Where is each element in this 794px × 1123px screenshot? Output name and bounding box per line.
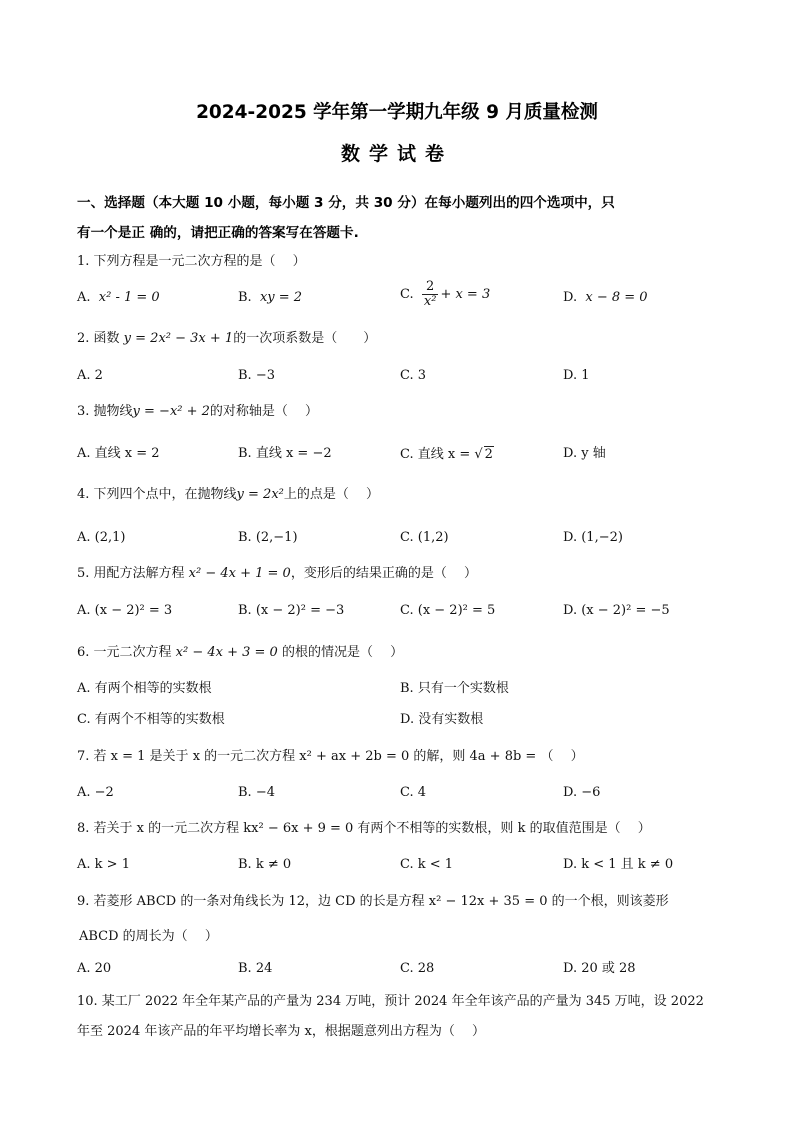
q4-option-d: D. (1,−2) [563,530,623,545]
q5-option-a: A. (x − 2)² = 3 [77,603,173,618]
question-7-stem: 7. 若 x = 1 是关于 x 的一元二次方程 x² + ax + 2b = 0 的解，则 4a + 8b = （ ） [77,749,584,764]
exam-subtitle: 数学试卷 [340,143,453,165]
q7-option-c: C. 4 [400,785,427,800]
q7-option-a: A. −2 [77,785,114,800]
q9-option-a: A. 20 [77,961,112,976]
q2-option-d: D. 1 [563,368,590,383]
q7-option-d: D. −6 [563,785,601,800]
q7-option-b: B. −4 [238,785,275,800]
q6-option-a: A. 有两个相等的实数根 [77,681,212,696]
q3-option-a: A. 直线 x = 2 [77,446,160,461]
q4-option-c: C. (1,2) [400,530,449,545]
q9-option-b: B. 24 [238,961,273,976]
question-4-stem: 4. 下列四个点中，在抛物线y = 2x²上的点是（ ） [77,487,380,502]
question-10-stem-line1: 10. 某工厂 2022 年全年某产品的产量为 234 万吨，预计 2024 年全年该产品的产量为 345 万吨，设 2022 [77,994,704,1009]
section-heading-line2: 有一个是正 确的，请把正确的答案写在答题卡. [77,225,359,241]
q6-option-c: C. 有两个不相等的实数根 [77,712,225,727]
q6-option-d: D. 没有实数根 [400,712,484,727]
q3-option-d: D. y 轴 [563,446,606,461]
question-9-stem-line1: 9. 若菱形 ABCD 的一条对角线长为 12，边 CD 的长是方程 x² − 12x + 35 = 0 的一个根，则该菱形 [77,894,669,909]
question-5-stem: 5. 用配方法解方程 x² − 4x + 1 = 0，变形后的结果正确的是（ ） [77,566,477,581]
q2-option-b: B. −3 [238,368,275,383]
question-8-stem: 8. 若关于 x 的一元二次方程 kx² − 6x + 9 = 0 有两个不相等的实数根，则 k 的取值范围是（ ） [77,821,651,836]
q3-option-b: B. 直线 x = −2 [238,446,332,461]
q1-option-a: A. x² - 1 = 0 [77,290,160,305]
q2-option-c: C. 3 [400,368,427,383]
question-6-stem: 6. 一元二次方程 x² − 4x + 3 = 0 的根的情况是（ ） [77,645,404,660]
q6-option-b: B. 只有一个实数根 [400,681,509,696]
question-1-stem: 1. 下列方程是一元二次方程的是（ ） [77,254,306,269]
question-10-stem-line2: 年至 2024 年该产品的年平均增长率为 x，根据题意列出方程为（ ） [77,1024,485,1039]
question-2-stem: 2. 函数 y = 2x² − 3x + 1的一次项系数是（ ） [77,331,377,346]
q2-option-a: A. 2 [77,368,103,383]
q5-option-c: C. (x − 2)² = 5 [400,603,496,618]
q4-option-a: A. (2,1) [77,530,126,545]
exam-title: 2024-2025 学年第一学期九年级 9 月质量检测 [196,102,598,123]
q1-option-b: B. xy = 2 [238,290,303,305]
question-9-stem-line2: ABCD 的周长为（ ） [79,929,218,944]
q5-option-b: B. (x − 2)² = −3 [238,603,345,618]
q9-option-d: D. 20 或 28 [563,961,636,976]
q9-option-c: C. 28 [400,961,435,976]
q4-option-b: B. (2,−1) [238,530,298,545]
q8-option-d: D. k < 1 且 k ≠ 0 [563,857,674,872]
q5-option-d: D. (x − 2)² = −5 [563,603,670,618]
question-3-stem: 3. 抛物线y = −x² + 2的对称轴是（ ） [77,404,319,419]
q1-option-d: D. x − 8 = 0 [563,290,648,305]
q8-option-c: C. k < 1 [400,857,454,872]
section-heading-line1: 一、选择题（本大题 10 小题，每小题 3 分，共 30 分）在每小题列出的四个选项中，只 [77,195,615,211]
q3-option-c: C. 直线 x = √ 2 [400,447,493,462]
q8-option-a: A. k > 1 [77,857,130,872]
q1-option-c: C. $\frac{2}{\text{x²}}$ + x = 3 [400,279,491,309]
q8-option-b: B. k ≠ 0 [238,857,292,872]
